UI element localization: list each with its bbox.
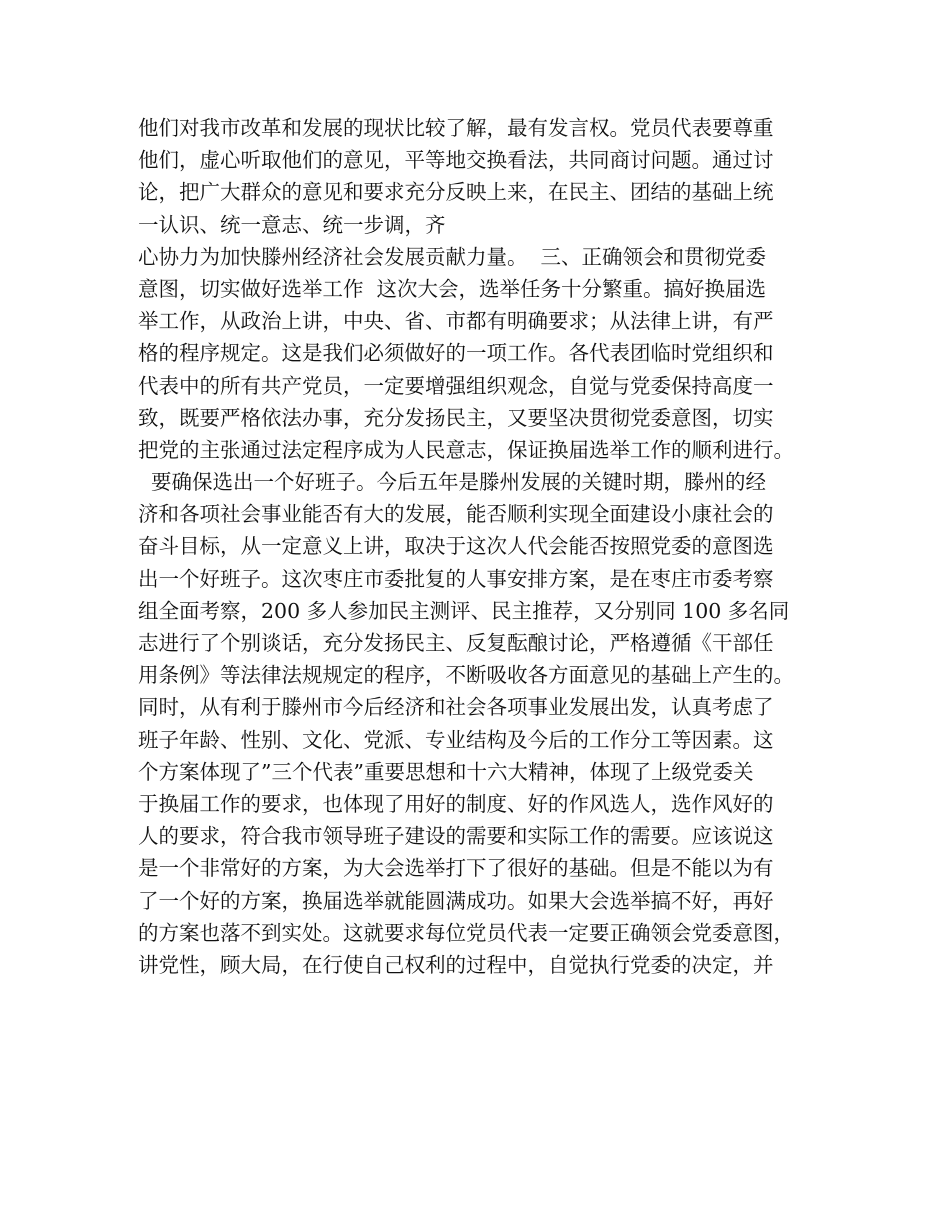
text-line: 是一个非常好的方案，为大会选举打下了很好的基础。但是不能以为有 xyxy=(138,856,774,881)
text-line: 要确保选出一个好班子。今后五年是滕州发展的关键时期，滕州的经 xyxy=(138,470,767,495)
text-line: 奋斗目标，从一定意义上讲，取决于这次人代会能否按照党委的意图选 xyxy=(138,534,774,559)
text-line: 济和各项社会事业能否有大的发展，能否顺利实现全面建设小康社会的 xyxy=(138,502,774,527)
text-line: 致，既要严格依法办事，充分发扬民主，又要坚决贯彻党委意图，切实 xyxy=(138,405,774,430)
text-line: 格的程序规定。这是我们必须做好的一项工作。各代表团临时党组织和 xyxy=(138,341,774,366)
text-line: 一认识、统一意志、统一步调，齐 xyxy=(138,212,446,237)
text-line: 心协力为加快滕州经济社会发展贡献力量。 三、正确领会和贯彻党委 xyxy=(138,244,767,269)
body-text xyxy=(138,112,828,981)
text-line: 个方案体现了”三个代表”重要思想和十六大精神，体现了上级党委关 xyxy=(138,759,754,784)
text-line: 讲党性，顾大局，在行使自己权利的过程中，自觉执行党委的决定，并 xyxy=(138,952,774,977)
text-line: 班子年龄、性别、文化、党派、专业结构及今后的工作分工等因素。这 xyxy=(138,727,774,752)
text-line: 他们，虚心听取他们的意见，平等地交换看法，共同商讨问题。通过讨 xyxy=(138,148,774,173)
text-line: 于换届工作的要求，也体现了用好的制度、好的作风选人，选作风好的 xyxy=(138,791,774,816)
text-line: 的方案也落不到实处。这就要求每位党员代表一定要正确领会党委意图， xyxy=(138,920,794,945)
text-line: 举工作，从政治上讲，中央、省、市都有明确要求；从法律上讲，有严 xyxy=(138,309,774,334)
text-line: 代表中的所有共产党员，一定要增强组织观念，自觉与党委保持高度一 xyxy=(138,373,774,398)
text-line: 同时，从有利于滕州市今后经济和社会各项事业发展出发，认真考虑了 xyxy=(138,695,774,720)
text-line: 把党的主张通过法定程序成为人民意志，保证换届选举工作的顺利进行。 xyxy=(138,437,794,462)
text-line: 了一个好的方案，换届选举就能圆满成功。如果大会选举搞不好，再好 xyxy=(138,888,774,913)
text-line: 出一个好班子。这次枣庄市委批复的人事安排方案，是在枣庄市委考察 xyxy=(138,566,774,591)
text-line: 论，把广大群众的意见和要求充分反映上来，在民主、团结的基础上统 xyxy=(138,180,774,205)
text-line: 用条例》等法律法规规定的程序，不断吸收各方面意见的基础上产生的。 xyxy=(138,663,794,688)
text-line: 组全面考察，200 多人参加民主测评、民主推荐，又分别同 100 多名同 xyxy=(138,598,790,623)
text-line: 意图，切实做好选举工作 这次大会，选举任务十分繁重。搞好换届选 xyxy=(138,276,767,301)
text-line: 他们对我市改革和发展的现状比较了解，最有发言权。党员代表要尊重 xyxy=(138,116,774,140)
text-line: 志进行了个别谈话，充分发扬民主、反复酝酿讨论，严格遵循《干部任 xyxy=(138,631,774,655)
text-line: 人的要求，符合我市领导班子建设的需要和实际工作的需要。应该说这 xyxy=(138,824,774,849)
